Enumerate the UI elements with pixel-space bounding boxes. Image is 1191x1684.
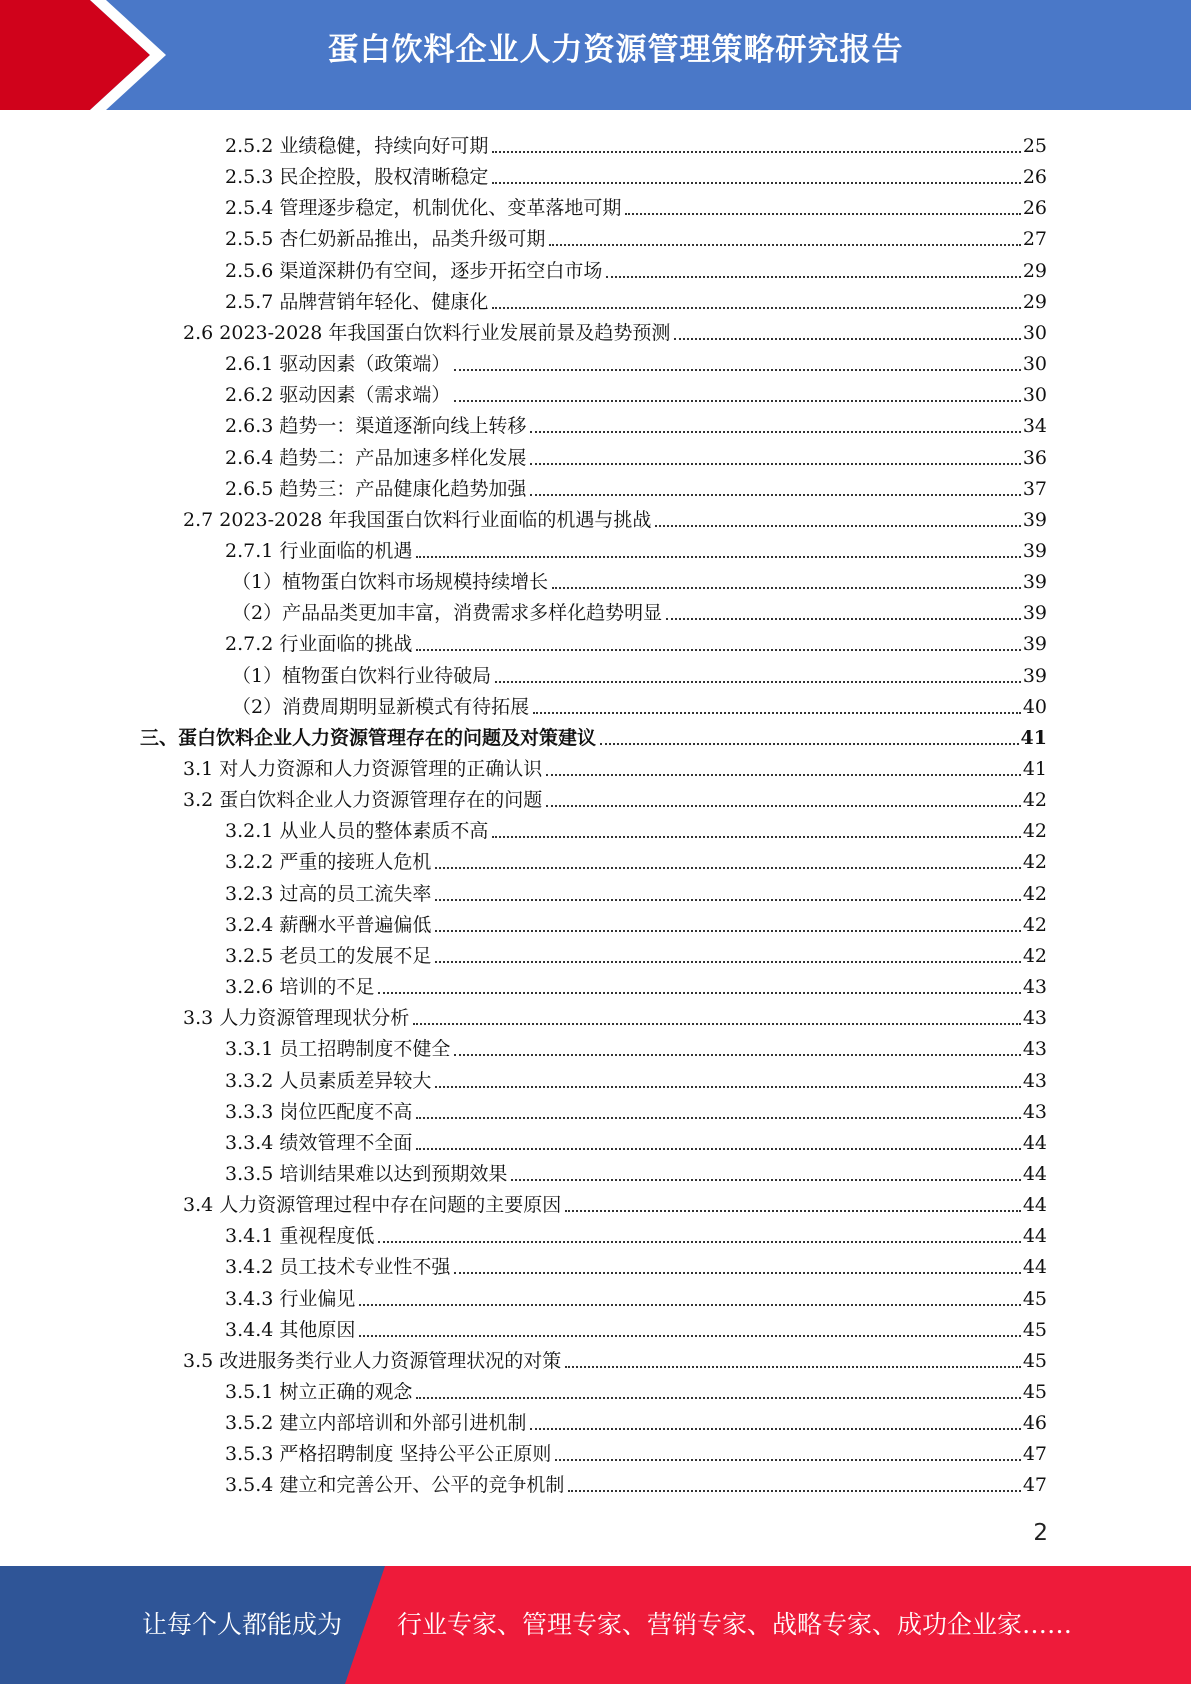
toc-entry-title: 老员工的发展不足 — [279, 944, 432, 967]
toc-leader-dots — [565, 1366, 1021, 1368]
toc-entry-number: 3.3.5 — [225, 1162, 280, 1185]
toc-entry-title: 趋势三：产品健康化趋势加强 — [279, 477, 527, 500]
toc-entry-page: 43 — [1022, 1038, 1047, 1061]
toc-entry[interactable] — [225, 875, 1047, 906]
toc-entry-number: 3.3.1 — [225, 1038, 280, 1061]
toc-entry-title: （1）植物蛋白饮料行业待破局 — [232, 664, 492, 687]
toc-entry-page: 39 — [1022, 633, 1047, 656]
page-number: 2 — [1033, 1520, 1048, 1546]
toc-entry-number: 2.5.3 — [225, 166, 280, 189]
toc-entry-number: 2.6.4 — [225, 446, 280, 469]
toc-entry-title: 改进服务类行业人力资源管理状况的对策 — [219, 1349, 562, 1372]
toc-entry[interactable] — [225, 906, 1047, 937]
toc-entry-number: 3.4 — [183, 1194, 220, 1217]
toc-leader-dots — [413, 1023, 1021, 1025]
toc-entry-number: 2.5.2 — [225, 135, 280, 157]
toc-entry-title: 趋势二：产品加速多样化发展 — [279, 446, 527, 469]
toc-entry-title: 绩效管理不全面 — [279, 1131, 413, 1154]
toc-entry-title: 对人力资源和人力资源管理的正确认识 — [219, 758, 543, 780]
toc-leader-dots — [492, 307, 1020, 309]
toc-entry-title: 培训的不足 — [279, 976, 375, 999]
toc-entry[interactable] — [183, 1342, 1047, 1373]
toc-entry[interactable] — [225, 1248, 1047, 1279]
toc-leader-dots — [378, 1241, 1020, 1243]
toc-entry[interactable] — [225, 1311, 1047, 1342]
toc-entry-title: 建立和完善公开、公平的竞争机制 — [279, 1474, 565, 1497]
toc-entry-page: 45 — [1022, 1287, 1047, 1310]
toc-entry-page: 42 — [1022, 851, 1047, 874]
toc-entry-page: 42 — [1022, 789, 1047, 812]
toc-leader-dots — [625, 213, 1020, 215]
toc-entry-page: 42 — [1022, 882, 1047, 905]
toc-entry-page: 46 — [1022, 1412, 1047, 1435]
toc-entry[interactable] — [183, 999, 1047, 1030]
toc-entry-title: 人员素质差异较大 — [279, 1069, 432, 1092]
toc-entry-page: 39 — [1022, 539, 1047, 562]
toc-entry-number: 2.6 — [183, 321, 220, 344]
toc-entry-page: 45 — [1022, 1381, 1047, 1403]
toc-entry-number: 2.7.2 — [225, 633, 280, 656]
toc-leader-dots — [546, 774, 1021, 776]
toc-entry-page: 26 — [1022, 197, 1047, 220]
toc-entry[interactable] — [225, 1124, 1047, 1155]
toc-entry-page: 45 — [1022, 1349, 1047, 1372]
toc-leader-dots — [533, 712, 1021, 714]
toc-entry-page: 44 — [1022, 1194, 1047, 1217]
toc-entry-number: 2.6.1 — [225, 353, 280, 376]
toc-entry-title: 驱动因素（需求端） — [279, 384, 451, 407]
toc-leader-dots — [555, 1459, 1020, 1461]
toc-leader-dots — [655, 525, 1020, 527]
toc-leader-dots — [511, 1179, 1020, 1181]
toc-entry-title: 岗位匹配度不高 — [279, 1100, 413, 1123]
toc-entry-page: 43 — [1022, 1069, 1047, 1092]
toc-entry-title: 员工招聘制度不健全 — [279, 1038, 451, 1061]
toc-entry-title: 行业偏见 — [279, 1287, 356, 1310]
toc-entry[interactable] — [232, 563, 1047, 594]
toc-entry[interactable] — [225, 812, 1047, 843]
toc-entry-title: 严格招聘制度 坚持公平公正原则 — [279, 1443, 552, 1466]
toc-entry-number: 3.1 — [183, 758, 220, 780]
toc-entry-number: 2.5.6 — [225, 259, 280, 282]
toc-entry-title: 2023-2028 年我国蛋白饮料行业发展前景及趋势预测 — [219, 321, 671, 344]
toc-entry-title: 培训结果难以达到预期效果 — [279, 1162, 508, 1185]
toc-entry-number: 3.2.2 — [225, 851, 280, 874]
toc-entry-number: 3.5.4 — [225, 1474, 280, 1497]
toc-entry[interactable] — [225, 1373, 1047, 1404]
toc-entry-title: 蛋白饮料企业人力资源管理存在的问题 — [219, 789, 543, 812]
toc-entry[interactable] — [225, 625, 1047, 656]
toc-entry-title: 人力资源管理现状分析 — [219, 1007, 410, 1030]
toc-leader-dots — [530, 494, 1020, 496]
toc-entry-title: 民企控股，股权清晰稳定 — [279, 166, 489, 189]
toc-leader-dots — [495, 681, 1021, 683]
toc-entry-page: 42 — [1022, 944, 1047, 967]
toc-leader-dots — [454, 1054, 1020, 1056]
toc-leader-dots — [416, 1117, 1020, 1119]
toc-entry-page: 43 — [1022, 976, 1047, 999]
toc-entry-page: 30 — [1022, 321, 1047, 344]
report-title: 蛋白饮料企业人力资源管理策略研究报告 — [327, 32, 904, 68]
toc-entry[interactable] — [225, 1062, 1047, 1093]
toc-entry[interactable] — [225, 1435, 1047, 1466]
toc-leader-dots — [666, 618, 1021, 620]
toc-entry-title: 品牌营销年轻化、健康化 — [279, 290, 489, 313]
toc-entry-number: 3.3.2 — [225, 1069, 280, 1092]
toc-entry[interactable] — [232, 594, 1047, 625]
toc-entry-number: 3.2.3 — [225, 882, 280, 905]
toc-entry-number: 2.6.2 — [225, 384, 280, 407]
toc-entry[interactable] — [225, 1093, 1047, 1124]
toc-entry[interactable] — [225, 439, 1047, 470]
toc-entry-page: 36 — [1022, 446, 1047, 469]
toc-entry-title: 行业面临的挑战 — [279, 633, 413, 656]
toc-entry[interactable] — [183, 750, 1047, 781]
toc-entry-page: 45 — [1022, 1318, 1047, 1341]
toc-leader-dots — [435, 1086, 1020, 1088]
toc-entry[interactable] — [225, 532, 1047, 563]
toc-entry-number: 3.4.1 — [225, 1225, 280, 1248]
toc-entry-title: 其他原因 — [279, 1318, 356, 1341]
toc-entry-number: 3.5.3 — [225, 1443, 280, 1466]
toc-leader-dots — [435, 899, 1020, 901]
toc-entry-number: 3.2.4 — [225, 913, 280, 936]
toc-entry[interactable] — [225, 937, 1047, 968]
toc-entry-page: 37 — [1022, 477, 1047, 500]
toc-entry-title: 薪酬水平普遍偏低 — [279, 913, 432, 936]
toc-leader-dots — [492, 182, 1020, 184]
toc-entry-page: 39 — [1022, 571, 1047, 594]
toc-entry-number: 3.2.6 — [225, 976, 280, 999]
toc-entry-number: 2.7.1 — [225, 539, 280, 562]
toc-entry-page: 42 — [1022, 913, 1047, 936]
toc-entry-number: 2.7 — [183, 508, 220, 531]
toc-entry-number: 2.5.4 — [225, 197, 280, 220]
toc-leader-dots — [416, 649, 1020, 651]
toc-entry-page: 43 — [1022, 1007, 1047, 1030]
toc-entry-title: 杏仁奶新品推出，品类升级可期 — [279, 228, 546, 251]
toc-entry-title: 过高的员工流失率 — [279, 882, 432, 905]
toc-entry-page: 44 — [1022, 1225, 1047, 1248]
toc-entry-page: 44 — [1022, 1256, 1047, 1279]
footer-slogan-left: 让每个人都能成为 — [142, 1610, 343, 1639]
toc-entry-title: 人力资源管理过程中存在问题的主要原因 — [219, 1194, 562, 1217]
toc-entry-page: 47 — [1022, 1474, 1047, 1497]
toc-entry[interactable] — [225, 1155, 1047, 1186]
toc-entry-number: 3.2.1 — [225, 820, 280, 843]
toc-entry[interactable] — [225, 470, 1047, 501]
toc-entry[interactable] — [225, 189, 1047, 220]
footer-slogan-right: 行业专家、管理专家、营销专家、战略专家、成功企业家…… — [397, 1610, 1073, 1639]
toc-entry-page: 34 — [1022, 415, 1047, 438]
toc-entry-number: 3.5.2 — [225, 1412, 280, 1435]
toc-entry-title: 员工技术专业性不强 — [279, 1256, 451, 1279]
toc-entry-title: 三、蛋白饮料企业人力资源管理存在的问题及对策建议 — [140, 726, 597, 749]
toc-leader-dots — [435, 930, 1020, 932]
toc-leader-dots — [416, 556, 1020, 558]
toc-leader-dots — [546, 805, 1021, 807]
toc-leader-dots — [378, 992, 1020, 994]
toc-entry-title: 重视程度低 — [279, 1225, 375, 1248]
toc-leader-dots — [674, 338, 1020, 340]
toc-entry-page: 30 — [1022, 353, 1047, 376]
toc-entry[interactable] — [225, 968, 1047, 999]
toc-entry-number: 3.4.3 — [225, 1287, 280, 1310]
toc-entry-page: 43 — [1022, 1100, 1047, 1123]
toc-leader-dots — [416, 1148, 1020, 1150]
toc-entry-title: 管理逐步稳定，机制优化、变革落地可期 — [279, 197, 622, 220]
toc-entry[interactable] — [183, 1186, 1047, 1217]
toc-entry-number: 3.2.5 — [225, 944, 280, 967]
toc-leader-dots — [492, 151, 1020, 153]
toc-entry-number: 3.4.4 — [225, 1318, 280, 1341]
toc-entry-title: 驱动因素（政策端） — [279, 353, 451, 376]
toc-entry[interactable] — [225, 407, 1047, 438]
toc-entry-title: （1）植物蛋白饮料市场规模持续增长 — [232, 571, 549, 594]
toc-entry[interactable] — [225, 1466, 1047, 1497]
toc-entry-page: 41 — [1022, 758, 1047, 780]
toc-entry-number: 3.3.3 — [225, 1100, 280, 1123]
toc-entry-page: 26 — [1022, 166, 1047, 189]
toc-leader-dots — [435, 867, 1020, 869]
toc-entry-page: 39 — [1022, 664, 1047, 687]
toc-entry-title: （2）消费周期明显新模式有待拓展 — [232, 695, 530, 718]
toc-entry[interactable] — [225, 1404, 1047, 1435]
toc-entry-number: 3.3 — [183, 1007, 220, 1030]
toc-entry-number: 3.5 — [183, 1349, 220, 1372]
toc-leader-dots — [359, 1335, 1020, 1337]
toc-entry-number: 3.3.4 — [225, 1131, 280, 1154]
toc-leader-dots — [606, 276, 1020, 278]
toc-entry-page: 29 — [1022, 259, 1047, 282]
toc-entry-number: 2.6.5 — [225, 477, 280, 500]
page-footer — [0, 1566, 1191, 1684]
toc-entry-title: 2023-2028 年我国蛋白饮料行业面临的机遇与挑战 — [219, 508, 652, 531]
toc-entry-title: 树立正确的观念 — [279, 1381, 413, 1403]
toc-leader-dots — [492, 836, 1020, 838]
toc-entry[interactable] — [183, 314, 1047, 345]
toc-entry-page: 30 — [1022, 384, 1047, 407]
toc-leader-dots — [549, 244, 1020, 246]
toc-leader-dots — [530, 1428, 1020, 1430]
toc-entry-title: 严重的接班人危机 — [279, 851, 432, 874]
page-header — [0, 0, 1191, 110]
toc-entry[interactable] — [225, 127, 1047, 158]
toc-leader-dots — [530, 463, 1020, 465]
toc-entry-number: 2.5.5 — [225, 228, 280, 251]
toc-leader-dots — [454, 400, 1020, 402]
toc-entry-page: 39 — [1022, 602, 1047, 625]
toc-leader-dots — [359, 1304, 1020, 1306]
toc-leader-dots — [530, 431, 1020, 433]
toc-leader-dots — [568, 1490, 1020, 1492]
toc-entry[interactable] — [225, 158, 1047, 189]
toc-leader-dots — [435, 961, 1020, 963]
toc-entry-page: 41 — [1020, 726, 1047, 749]
toc-entry-number: 2.6.3 — [225, 415, 280, 438]
toc-entry-title: 从业人员的整体素质不高 — [279, 820, 489, 843]
toc-entry[interactable] — [225, 345, 1047, 376]
toc-entry-number: 3.2 — [183, 789, 220, 812]
toc-entry[interactable] — [232, 688, 1047, 719]
toc-entry-title: 渠道深耕仍有空间，逐步开拓空白市场 — [279, 259, 603, 282]
toc-entry-title: 建立内部培训和外部引进机制 — [279, 1412, 527, 1435]
toc-entry-page: 27 — [1022, 228, 1047, 251]
toc-leader-dots — [416, 1397, 1020, 1399]
toc-entry[interactable] — [225, 1030, 1047, 1061]
toc-entry[interactable] — [225, 843, 1047, 874]
toc-leader-dots — [552, 587, 1021, 589]
toc-entry[interactable] — [225, 1280, 1047, 1311]
toc-entry[interactable] — [232, 657, 1047, 688]
toc-entry[interactable] — [225, 252, 1047, 283]
toc-entry-page: 25 — [1022, 135, 1047, 157]
toc-entry-page: 47 — [1022, 1443, 1047, 1466]
toc-leader-dots — [454, 1272, 1020, 1274]
toc-entry[interactable] — [183, 501, 1047, 532]
toc-entry-title: 行业面临的机遇 — [279, 539, 413, 562]
toc-entry-page: 42 — [1022, 820, 1047, 843]
toc-entry-title: （2）产品品类更加丰富，消费需求多样化趋势明显 — [232, 602, 663, 625]
toc-entry-number: 3.5.1 — [225, 1381, 280, 1403]
toc-entry-title: 趋势一：渠道逐渐向线上转移 — [279, 415, 527, 438]
toc-entry-page: 44 — [1022, 1131, 1047, 1154]
toc-entry[interactable] — [140, 719, 1047, 750]
toc-entry-page: 39 — [1022, 508, 1047, 531]
toc-entry[interactable] — [225, 1217, 1047, 1248]
toc-leader-dots — [565, 1210, 1021, 1212]
toc-leader-dots — [600, 743, 1019, 745]
toc-entry[interactable] — [225, 283, 1047, 314]
toc-entry[interactable] — [225, 220, 1047, 251]
toc-leader-dots — [454, 369, 1020, 371]
toc-entry[interactable] — [183, 781, 1047, 812]
toc-entry-page: 29 — [1022, 290, 1047, 313]
toc-entry-number: 3.4.2 — [225, 1256, 280, 1279]
toc-entry-page: 40 — [1022, 695, 1047, 718]
toc-entry-page: 44 — [1022, 1162, 1047, 1185]
toc-entry-number: 2.5.7 — [225, 290, 280, 313]
toc-entry[interactable] — [225, 376, 1047, 407]
toc-entry-title: 业绩稳健，持续向好可期 — [279, 135, 489, 157]
